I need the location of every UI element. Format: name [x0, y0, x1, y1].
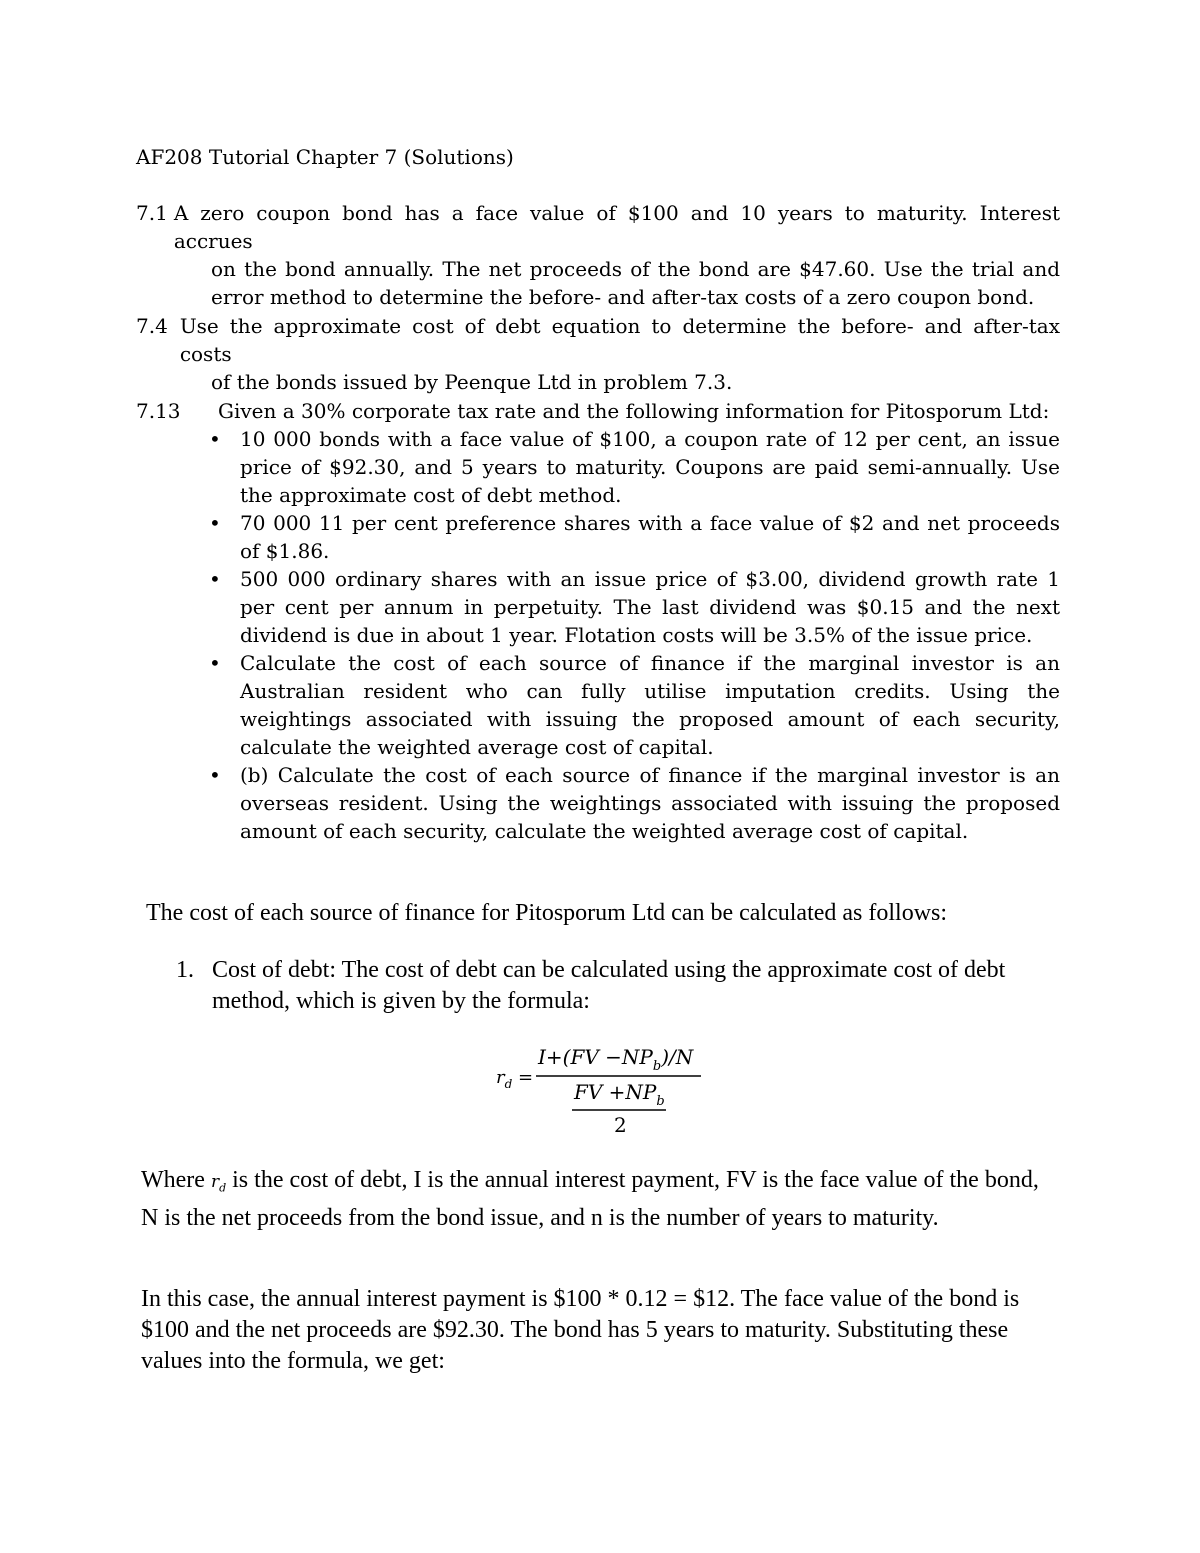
formula-denominator: FV +NP	[574, 1080, 657, 1104]
svg-text:rd	[496, 1067, 513, 1091]
formula-numerator-tail: )/N	[661, 1045, 694, 1069]
question-text-line: on the bond annually. The net proceeds of the bond are $47.60. Use the trial and	[211, 257, 1060, 281]
list-item: • 70 000 11 per cent preference shares with a face value of $2 and net proceeds of $1.86.	[203, 509, 1060, 565]
svg-text:FV +NPb	[573, 1080, 665, 1109]
list-item: • Calculate the cost of each source of finance if the marginal investor is an Australian resident who can fully utilise imputation credits. Using the weightings associated with issuing the proposed amount of each security, calculate the weighted average cost of capital.	[203, 649, 1060, 761]
document-title: AF208 Tutorial Chapter 7 (Solutions)	[136, 145, 514, 169]
answer-intro: The cost of each source of finance for Pitosporum Ltd can be calculated as follows:	[146, 900, 948, 926]
answer-list-item	[176, 955, 1046, 1017]
question-number: 7.1	[136, 201, 168, 225]
question-7-1	[136, 199, 1060, 311]
question-text-line: Given a 30% corporate tax rate and the following information for Pitosporum Ltd:	[218, 399, 1050, 423]
list-item-text: Cost of debt: The cost of debt can be calculated using the approximate cost of debt method, which is given by the formula:	[212, 957, 1006, 1014]
question-text-line: A zero coupon bond has a face value of $100 and 10 years to maturity. Interest accrues	[173, 201, 1060, 253]
where-text: is the cost of debt, I is the annual interest payment, FV is the face value of the bond, N is the net proceeds from the bond issue, and n is the number of years to maturity.	[141, 1167, 1039, 1232]
question-number: 7.13	[136, 399, 181, 423]
question-text-line: Use the approximate cost of debt equation to determine the before- and after-tax costs	[179, 314, 1060, 366]
formula-lhs-sub: d	[504, 1077, 513, 1091]
formula-denominator-sub: b	[656, 1094, 665, 1109]
formula-equals: =	[518, 1067, 534, 1088]
answer-case-paragraph: In this case, the annual interest payment is $100 * 0.12 = $12. The face value of the bond is $100 and the net proceeds are $92.30. The bond has 5 years to maturity. Substituting these values into the formula, we get:	[141, 1286, 1020, 1374]
question-text-line: of the bonds issued by Peenque Ltd in problem 7.3.	[211, 370, 733, 394]
formula-divisor: 2	[614, 1113, 627, 1137]
list-number: 1.	[176, 957, 194, 983]
formula-lhs: r	[496, 1067, 505, 1088]
formula-numerator: I+(FV −NP	[538, 1045, 653, 1069]
answer-where-paragraph	[141, 1165, 1041, 1234]
where-symbol	[210, 1172, 227, 1195]
question-number: 7.4	[136, 314, 168, 338]
formula-numerator-sub: b	[652, 1059, 662, 1074]
cost-of-debt-formula	[490, 1040, 720, 1140]
question-7-4	[136, 312, 1060, 396]
list-item: • 500 000 ordinary shares with an issue price of $3.00, dividend growth rate 1 per cent per annum in perpetuity. The last dividend was $0.15 and the next dividend is due in about 1 year. Flotation costs will be 3.5% of the issue price.	[203, 565, 1060, 649]
where-prefix: Where	[141, 1167, 205, 1193]
bullet-list	[136, 425, 1060, 845]
list-item: • (b) Calculate the cost of each source of finance if the marginal investor is an overseas resident. Using the weightings associated with issuing the proposed amount of each security, calculate the weighted average cost of capital.	[203, 761, 1060, 845]
where-symbol-sub: d	[219, 1181, 227, 1195]
question-7-13	[136, 397, 1060, 845]
where-symbol-base: r	[210, 1172, 220, 1192]
list-item: • 10 000 bonds with a face value of $100, a coupon rate of 12 per cent, an issue price of $92.30, and 5 years to maturity. Coupons are paid semi-annually. Use the approximate cost of debt method.	[203, 425, 1060, 509]
svg-text:I+(FV −NPb)/N	[537, 1045, 695, 1074]
question-text-line: error method to determine the before- and after-tax costs of a zero coupon bond.	[211, 285, 1035, 309]
